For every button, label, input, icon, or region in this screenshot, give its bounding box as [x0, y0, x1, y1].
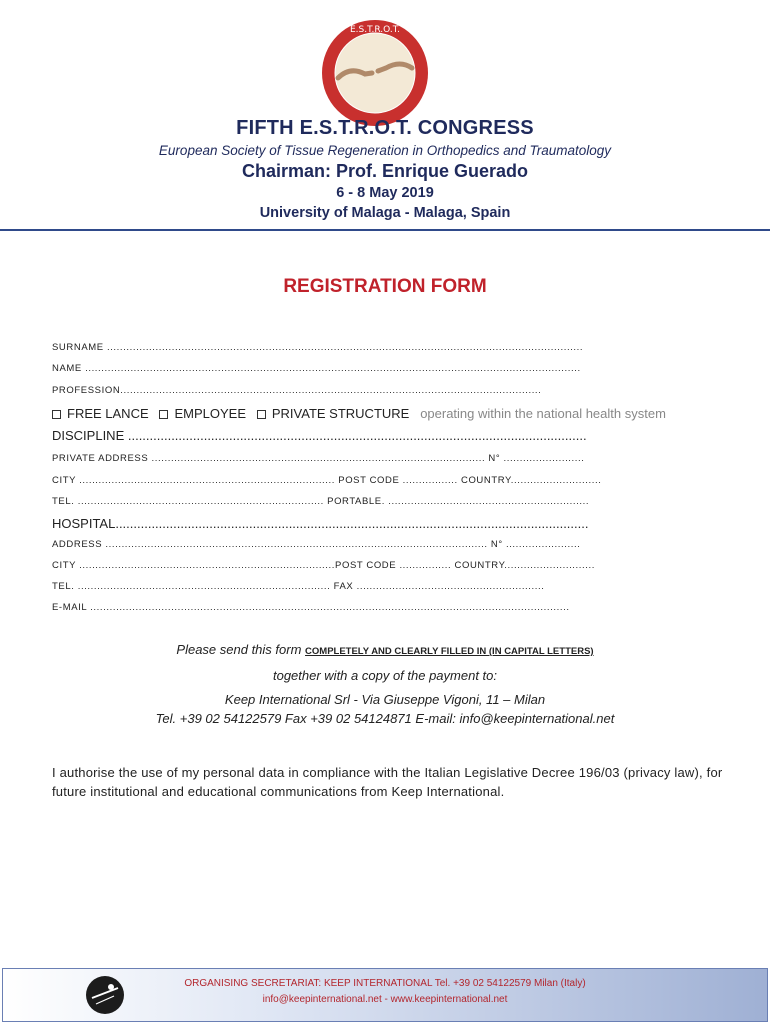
company-contact: Tel. +39 02 54122579 Fax +39 02 54124871 E-mail: info@keepinternational.net — [155, 711, 615, 726]
hospital-field[interactable]: HOSPITAL................................................................................................................................... — [52, 516, 589, 531]
congress-dates: 6 - 8 May 2019 — [336, 185, 434, 201]
hospital-tel-field[interactable]: TEL. .............................................................................. FAX .......................................................... — [52, 581, 545, 592]
profession-field[interactable]: PROFESSION.................................................................................................................................. — [52, 385, 542, 396]
congress-title: FIFTH E.S.T.R.O.T. CONGRESS — [236, 117, 534, 139]
name-field[interactable]: NAME ......................................................................................................................................................... — [52, 363, 581, 374]
free-lance-checkbox[interactable] — [52, 410, 61, 419]
svg-text:E.S.T.R.O.T.: E.S.T.R.O.T. — [349, 25, 401, 35]
company-address: Keep International Srl - Via Giuseppe Vigoni, 11 – Milan — [224, 692, 546, 707]
estrot-logo — [320, 18, 430, 128]
national-health-note: operating within the national health system — [420, 406, 666, 421]
private-address-field[interactable]: PRIVATE ADDRESS ....................................................................................................... N° ......................... — [52, 453, 585, 464]
surname-field[interactable]: SURNAME ................................................................................................................................................... — [52, 342, 584, 353]
private-tel-field[interactable]: TEL. ............................................................................ PORTABLE. .............................................................. — [52, 496, 590, 507]
hospital-address-field[interactable]: ADDRESS ...................................................................................................................... N° ....................... — [52, 539, 581, 550]
congress-venue: University of Malaga - Malaga, Spain — [259, 205, 511, 221]
discipline-field[interactable]: DISCIPLINE ............................................................................................................................... — [52, 428, 587, 443]
private-structure-label: PRIVATE STRUCTURE — [271, 406, 410, 421]
send-prefix: Please send this form — [176, 642, 306, 657]
private-structure-checkbox[interactable] — [257, 410, 266, 419]
employee-label: EMPLOYEE — [174, 406, 247, 421]
employment-options — [52, 406, 682, 421]
send-emphasis: COMPLETELY AND CLEARLY FILLED IN (IN CAPITAL LETTERS) — [305, 646, 594, 657]
free-lance-label: FREE LANCE — [67, 406, 149, 421]
footer-secretariat: ORGANISING SECRETARIAT: KEEP INTERNATIONAL Tel. +39 02 54122579 Milan (Italy) — [184, 978, 586, 989]
privacy-consent: I authorise the use of my personal data in compliance with the Italian Legislative Decree 196/03 (privacy law), for future institutional and educational communications from Keep International. — [52, 765, 723, 799]
chairman: Chairman: Prof. Enrique Guerado — [241, 161, 529, 181]
hospital-city-field[interactable]: CITY ...............................................................................POST CODE ................ COUNTRY............................ — [52, 560, 595, 571]
together-line: together with a copy of the payment to: — [272, 668, 498, 683]
employee-checkbox[interactable] — [159, 410, 168, 419]
send-instructions — [0, 642, 770, 657]
header-divider — [0, 229, 770, 231]
private-city-field[interactable]: CITY ............................................................................... POST CODE ................. COUNTRY............................ — [52, 475, 602, 486]
footer-contact[interactable]: info@keepinternational.net - www.keepinternational.net — [262, 994, 508, 1005]
society-name: European Society of Tissue Regeneration in Orthopedics and Traumatology — [158, 143, 612, 158]
email-field[interactable]: E-MAIL .................................................................................................................................................... — [52, 602, 570, 613]
form-title: REGISTRATION FORM — [283, 276, 487, 297]
